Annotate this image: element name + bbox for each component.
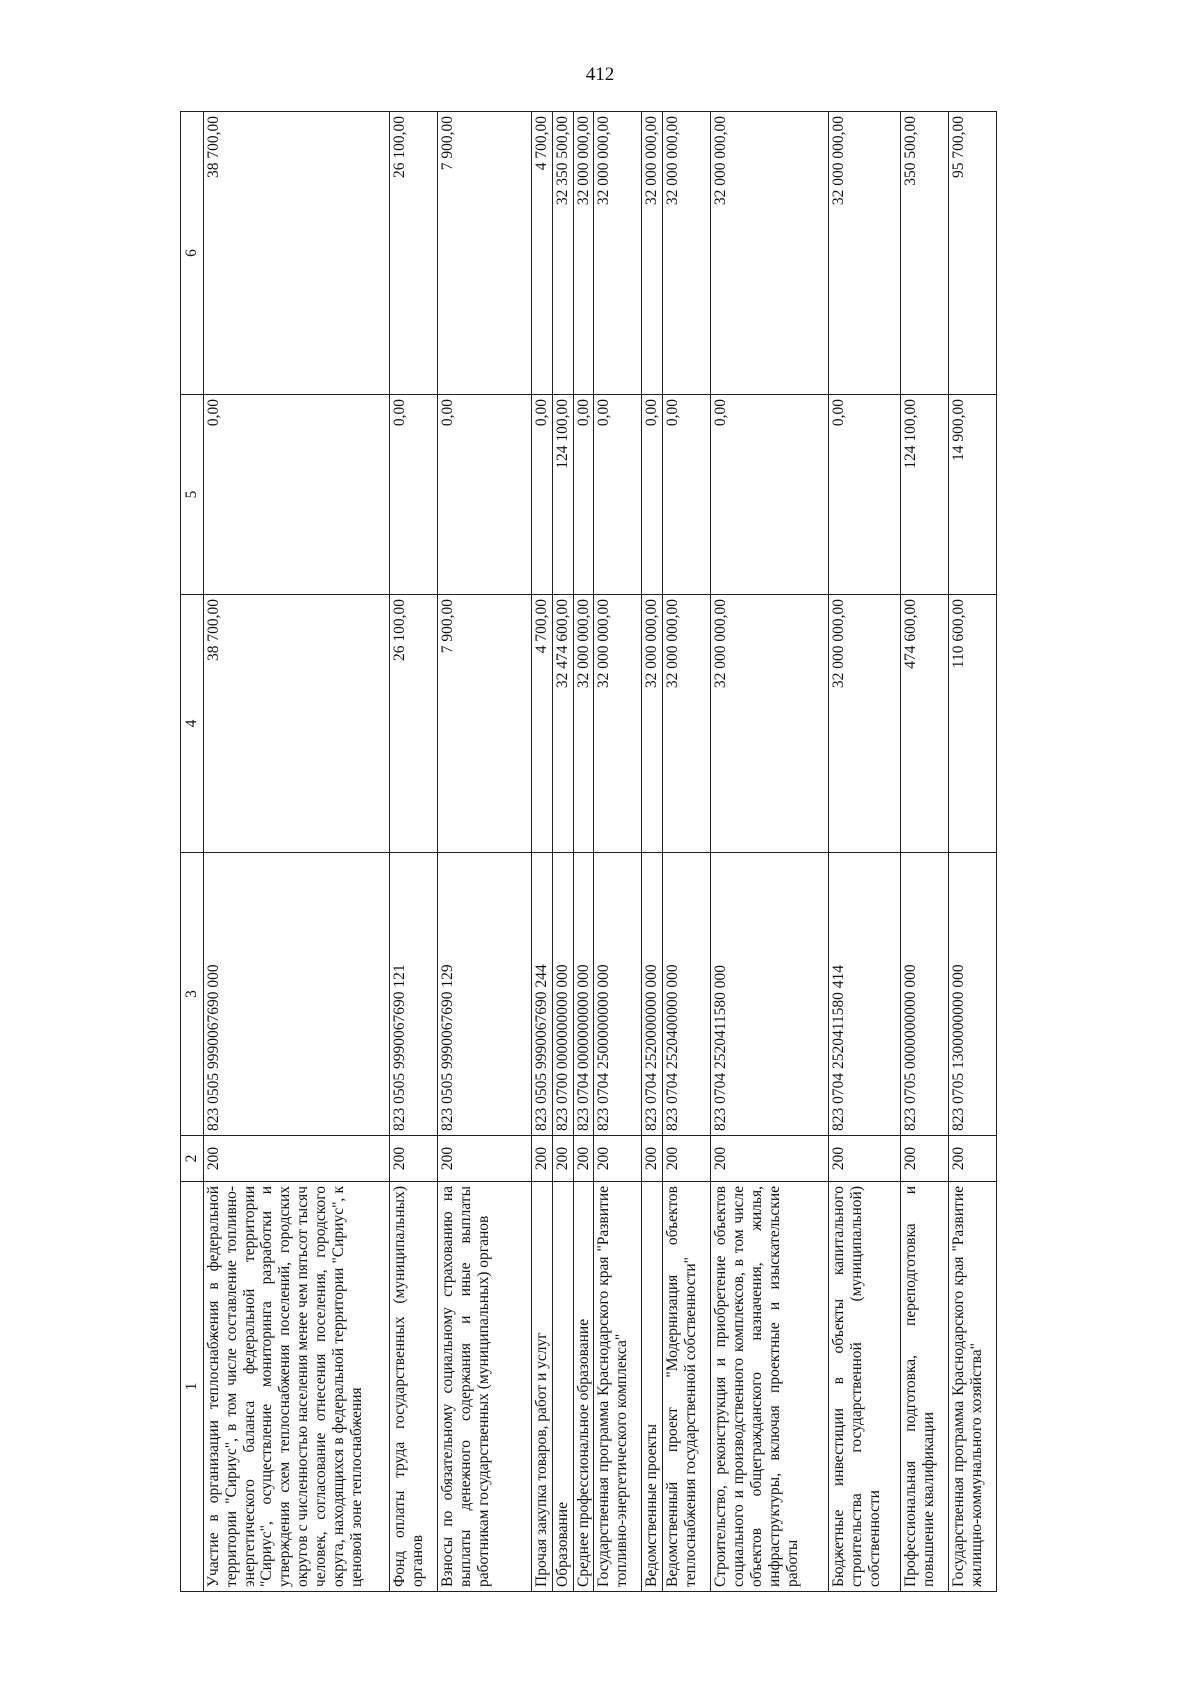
table-row	[663, 112, 711, 1592]
row-kbk: 823 0704 2500000000 000	[594, 853, 642, 1136]
row-code: 200	[829, 1136, 901, 1182]
row-col5: 0,00	[663, 395, 711, 595]
row-col4: 32 000 000,00	[663, 595, 711, 853]
table-row	[594, 112, 642, 1592]
row-name: Государственная программа Краснодарского края "Развитие топливно-энергетического комплекса"	[594, 1182, 642, 1592]
header-col-2: 2	[181, 1136, 204, 1182]
row-kbk: 823 0704 2520411580 000	[711, 853, 829, 1136]
row-code: 200	[573, 1136, 594, 1182]
row-name: Ведомственный проект "Модернизация объектов теплоснабжения государственной собственности"	[663, 1182, 711, 1592]
row-name: Среднее профессиональное образование	[573, 1182, 594, 1592]
row-kbk: 823 0505 9990067690 000	[204, 853, 390, 1136]
table-row	[573, 112, 594, 1592]
rotated-table-area	[180, 112, 1100, 1592]
row-col6: 32 000 000,00	[663, 112, 711, 395]
row-code: 200	[532, 1136, 553, 1182]
table-row	[829, 112, 901, 1592]
row-code: 200	[552, 1136, 573, 1182]
row-col5: 0,00	[829, 395, 901, 595]
table-row	[204, 112, 390, 1592]
row-col6: 4 700,00	[532, 112, 553, 395]
row-name: Бюджетные инвестиции в объекты капитального строительства государственной (муниципальной) собственности	[829, 1182, 901, 1592]
row-col6: 32 000 000,00	[594, 112, 642, 395]
row-col4: 32 000 000,00	[711, 595, 829, 853]
row-code: 200	[901, 1136, 949, 1182]
rotated-table-container	[180, 112, 1100, 1592]
row-col5: 0,00	[642, 395, 663, 595]
row-name: Фонд оплаты труда государственных (муниципальных) органов	[390, 1182, 438, 1592]
row-code: 200	[663, 1136, 711, 1182]
row-name: Строительство, реконструкция и приобретение объектов социального и производственного комплексов, в том числе объектов общегражданского назначения, жилья, инфраструктуры, включая проектные и изыскательские работы	[711, 1182, 829, 1592]
row-col4: 32 474 600,00	[552, 595, 573, 853]
row-col4: 32 000 000,00	[642, 595, 663, 853]
table-row	[552, 112, 573, 1592]
row-kbk: 823 0700 0000000000 000	[552, 853, 573, 1136]
row-col6: 32 000 000,00	[642, 112, 663, 395]
table-row	[949, 112, 997, 1592]
row-col5: 0,00	[573, 395, 594, 595]
row-code: 200	[949, 1136, 997, 1182]
header-col-6: 6	[181, 112, 204, 395]
row-col6: 38 700,00	[204, 112, 390, 395]
row-code: 200	[642, 1136, 663, 1182]
row-col4: 26 100,00	[390, 595, 438, 853]
row-kbk: 823 0704 2520400000 000	[663, 853, 711, 1136]
row-name: Прочая закупка товаров, работ и услуг	[532, 1182, 553, 1592]
row-kbk: 823 0704 2520000000 000	[642, 853, 663, 1136]
row-col4: 32 000 000,00	[594, 595, 642, 853]
row-code: 200	[438, 1136, 532, 1182]
row-name: Участие в организации теплоснабжения в федеральной территории "Сириус", в том числе составление топливно-энергетического баланса федеральной территории "Сириус", осуществление мониторинга разработки и утверждения схем теплоснабжения поселений, городских округов с численностью населения менее чем пятьсот тысяч человек, согласование отнесения поселения, городского округа, находящихся в федеральной территории "Сириус", к ценовой зоне теплоснабжения	[204, 1182, 390, 1592]
table-row	[642, 112, 663, 1592]
row-kbk: 823 0704 0000000000 000	[573, 853, 594, 1136]
row-col5: 124 100,00	[901, 395, 949, 595]
row-col5: 124 100,00	[552, 395, 573, 595]
row-kbk: 823 0505 9990067690 244	[532, 853, 553, 1136]
row-code: 200	[594, 1136, 642, 1182]
row-kbk: 823 0705 1300000000 000	[949, 853, 997, 1136]
row-col6: 7 900,00	[438, 112, 532, 395]
row-col5: 0,00	[711, 395, 829, 595]
row-col6: 26 100,00	[390, 112, 438, 395]
row-col5: 0,00	[204, 395, 390, 595]
row-name: Образование	[552, 1182, 573, 1592]
header-row	[181, 112, 204, 1592]
table-row	[711, 112, 829, 1592]
row-col4: 4 700,00	[532, 595, 553, 853]
header-col-3: 3	[181, 853, 204, 1136]
row-col4: 7 900,00	[438, 595, 532, 853]
row-name: Государственная программа Краснодарского края "Развитие жилищно-коммунального хозяйства"	[949, 1182, 997, 1592]
row-col6: 32 000 000,00	[573, 112, 594, 395]
budget-table	[180, 111, 997, 1592]
row-col6: 350 500,00	[901, 112, 949, 395]
row-col5: 0,00	[438, 395, 532, 595]
row-col4: 110 600,00	[949, 595, 997, 853]
row-name: Ведомственные проекты	[642, 1182, 663, 1592]
row-name: Профессиональная подготовка, переподготовка и повышение квалификации	[901, 1182, 949, 1592]
header-col-1: 1	[181, 1182, 204, 1592]
row-col6: 95 700,00	[949, 112, 997, 395]
row-code: 200	[390, 1136, 438, 1182]
row-col4: 38 700,00	[204, 595, 390, 853]
row-code: 200	[204, 1136, 390, 1182]
row-col6: 32 000 000,00	[829, 112, 901, 395]
row-col6: 32 350 500,00	[552, 112, 573, 395]
header-col-4: 4	[181, 595, 204, 853]
row-col5: 0,00	[532, 395, 553, 595]
row-col4: 32 000 000,00	[573, 595, 594, 853]
row-col6: 32 000 000,00	[711, 112, 829, 395]
row-name: Взносы по обязательному социальному страхованию на выплаты денежного содержания и иные выплаты работникам государственных (муниципальных) органов	[438, 1182, 532, 1592]
row-kbk: 823 0505 9990067690 121	[390, 853, 438, 1136]
row-kbk: 823 0505 9990067690 129	[438, 853, 532, 1136]
table-row	[901, 112, 949, 1592]
page-number: 412	[585, 64, 615, 85]
row-col5: 0,00	[594, 395, 642, 595]
row-col5: 0,00	[390, 395, 438, 595]
row-col5: 14 900,00	[949, 395, 997, 595]
header-col-5: 5	[181, 395, 204, 595]
row-col4: 474 600,00	[901, 595, 949, 853]
table-row	[390, 112, 438, 1592]
row-kbk: 823 0704 2520411580 414	[829, 853, 901, 1136]
row-col4: 32 000 000,00	[829, 595, 901, 853]
row-code: 200	[711, 1136, 829, 1182]
table-row	[532, 112, 553, 1592]
row-kbk: 823 0705 0000000000 000	[901, 853, 949, 1136]
table-row	[438, 112, 532, 1592]
